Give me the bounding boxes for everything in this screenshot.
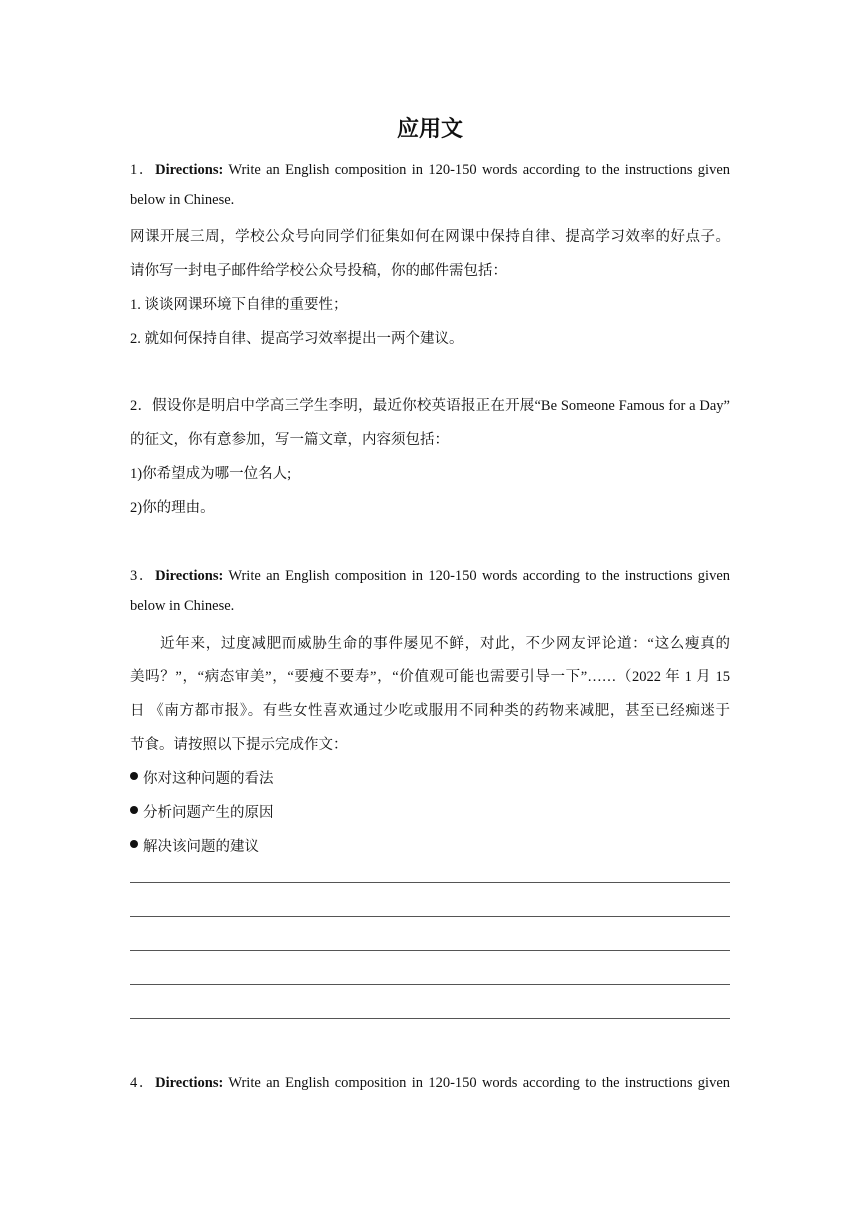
q3-bullet-text: 分析问题产生的原因 xyxy=(143,805,274,821)
q3-directions-label: Directions: xyxy=(155,568,224,584)
q3-bullet-1 xyxy=(130,767,730,788)
answer-line xyxy=(130,1018,730,1019)
q2-item2: 2)你的理由。 xyxy=(130,500,215,516)
q3-para-line4: 节食。请按照以下提示完成作文： xyxy=(130,737,348,753)
q4-directions-label: Directions: xyxy=(155,1075,224,1091)
q4-directions-text: Write an English composition in 120-150 words according to the instructions given xyxy=(223,1075,731,1091)
q3-para-line2: 美吗？”，“病态审美”，“要瘦不要寿”，“价值观可能也需要引导一下”……（2022 年 1 月 15 xyxy=(130,669,730,685)
q1-prompt-line1: 网课开展三周，学校公众号向同学们征集如何在网课中保持自律、提高学习效率的好点子。 xyxy=(130,229,730,245)
q4-number: 4． xyxy=(130,1075,156,1091)
q4-directions-line1 xyxy=(130,1071,730,1092)
q2-item1: 1)你希望成为哪一位名人; xyxy=(130,466,292,482)
q3-para-line3: 日 《南方都市报》。有些女性喜欢通过少吃或服用不同种类的药物来减肥，甚至已经痴迷于 xyxy=(130,703,730,719)
q2-line1: 2．假设你是明启中学高三学生李明，最近你校英语报正在开展“Be Someone Famous for a Day” xyxy=(130,398,730,414)
q3-bullet-text: 解决该问题的建议 xyxy=(143,839,259,855)
q1-prompt-line2: 请你写一封电子邮件给学校公众号投稿，你的邮件需包括： xyxy=(130,263,507,279)
q3-number: 3． xyxy=(130,568,156,584)
q3-bullet-text: 你对这种问题的看法 xyxy=(143,771,274,787)
bullet-icon xyxy=(130,806,138,814)
q3-directions-text: Write an English composition in 120-150 words according to the instructions given xyxy=(223,568,731,584)
q1-item2: 2. 就如何保持自律、提高学习效率提出一两个建议。 xyxy=(130,331,464,347)
answer-line xyxy=(130,916,730,917)
q1-directions-text: Write an English composition in 120-150 words according to the instructions given xyxy=(223,162,731,178)
q3-directions-line2: below in Chinese. xyxy=(130,598,235,614)
q1-directions-line1 xyxy=(130,158,730,179)
q1-item1: 1. 谈谈网课环境下自律的重要性； xyxy=(130,297,348,313)
q1-directions-label: Directions: xyxy=(155,162,224,178)
bullet-icon xyxy=(130,840,138,848)
q2-line2: 的征文，你有意参加，写一篇文章，内容须包括： xyxy=(130,432,449,448)
q3-para-line1: 近年来，过度减肥而威胁生命的事件屡见不鲜，对此，不少网友评论道：“这么瘦真的 xyxy=(160,636,730,652)
answer-line xyxy=(130,882,730,883)
answer-line xyxy=(130,950,730,951)
q1-number: 1． xyxy=(130,162,156,178)
answer-line xyxy=(130,984,730,985)
q3-directions-line1 xyxy=(130,564,730,585)
q1-directions-line2: below in Chinese. xyxy=(130,192,235,208)
page-title: 应用文 xyxy=(396,117,463,142)
bullet-icon xyxy=(130,772,138,780)
q3-bullet-3 xyxy=(130,835,730,856)
q3-bullet-2 xyxy=(130,801,730,822)
